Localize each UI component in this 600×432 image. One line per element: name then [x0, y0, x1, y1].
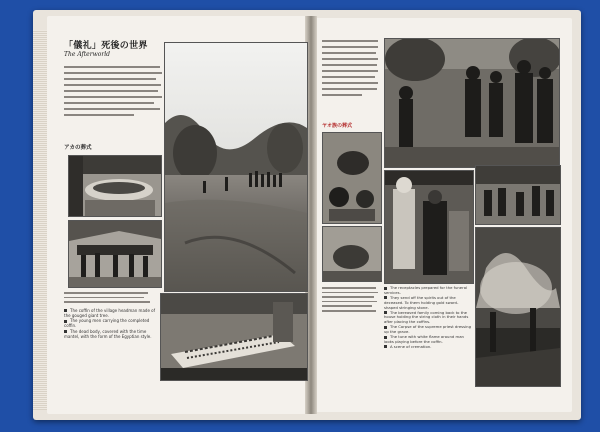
caption-r1: The receptacles prepared for the funeral services.: [384, 285, 468, 295]
caption-r4: The Corpse of the supreme priest dressing up the grave.: [384, 324, 471, 335]
section-heading-yao: ヤオ族の葬式: [322, 123, 353, 129]
caption-r6: A scene of cremation.: [384, 345, 472, 350]
caption-r3: The bereaved family coming back to the house holding the string cloth in their hands after placing the coffins.: [384, 309, 469, 325]
right-jp-captions: [322, 287, 382, 315]
caption-1: The coffin of the village headman made of the gouged giant tree.: [64, 307, 156, 318]
page-edges: [33, 30, 47, 410]
left-captions: [64, 292, 156, 339]
caption-2: The young men carrying the completed coffin.: [64, 318, 150, 329]
section-heading-aka: アカの葬式: [64, 145, 92, 151]
bereaved-family-photo: [475, 165, 561, 225]
page-subtitle: The Afterworld: [64, 51, 110, 58]
caption-r2: They send off the spirits out of the deceased. To them holding gold sword-shaped stringing stone.: [384, 294, 459, 310]
decorated-body-photo: [160, 293, 308, 381]
caption-r5: The tune with white flame around man looks playing before the coffin.: [384, 334, 464, 344]
priest-ritual-photo: [384, 170, 474, 284]
receptacles-photo: [322, 132, 382, 224]
page-title: 「儀礼」死後の世界: [64, 41, 148, 51]
gouged-coffin-photo: [68, 155, 162, 217]
funeral-crowd-photo: [384, 38, 560, 168]
caption-3: The dead body, covered with the time mantel, with the form of the Egyptian style.: [64, 328, 152, 339]
cremation-photo: [475, 227, 561, 387]
ceremony-objects-photo: [322, 226, 382, 282]
village-funeral-photo: [164, 42, 308, 292]
carrying-coffin-photo: [68, 220, 162, 288]
right-en-captions: [384, 286, 472, 350]
